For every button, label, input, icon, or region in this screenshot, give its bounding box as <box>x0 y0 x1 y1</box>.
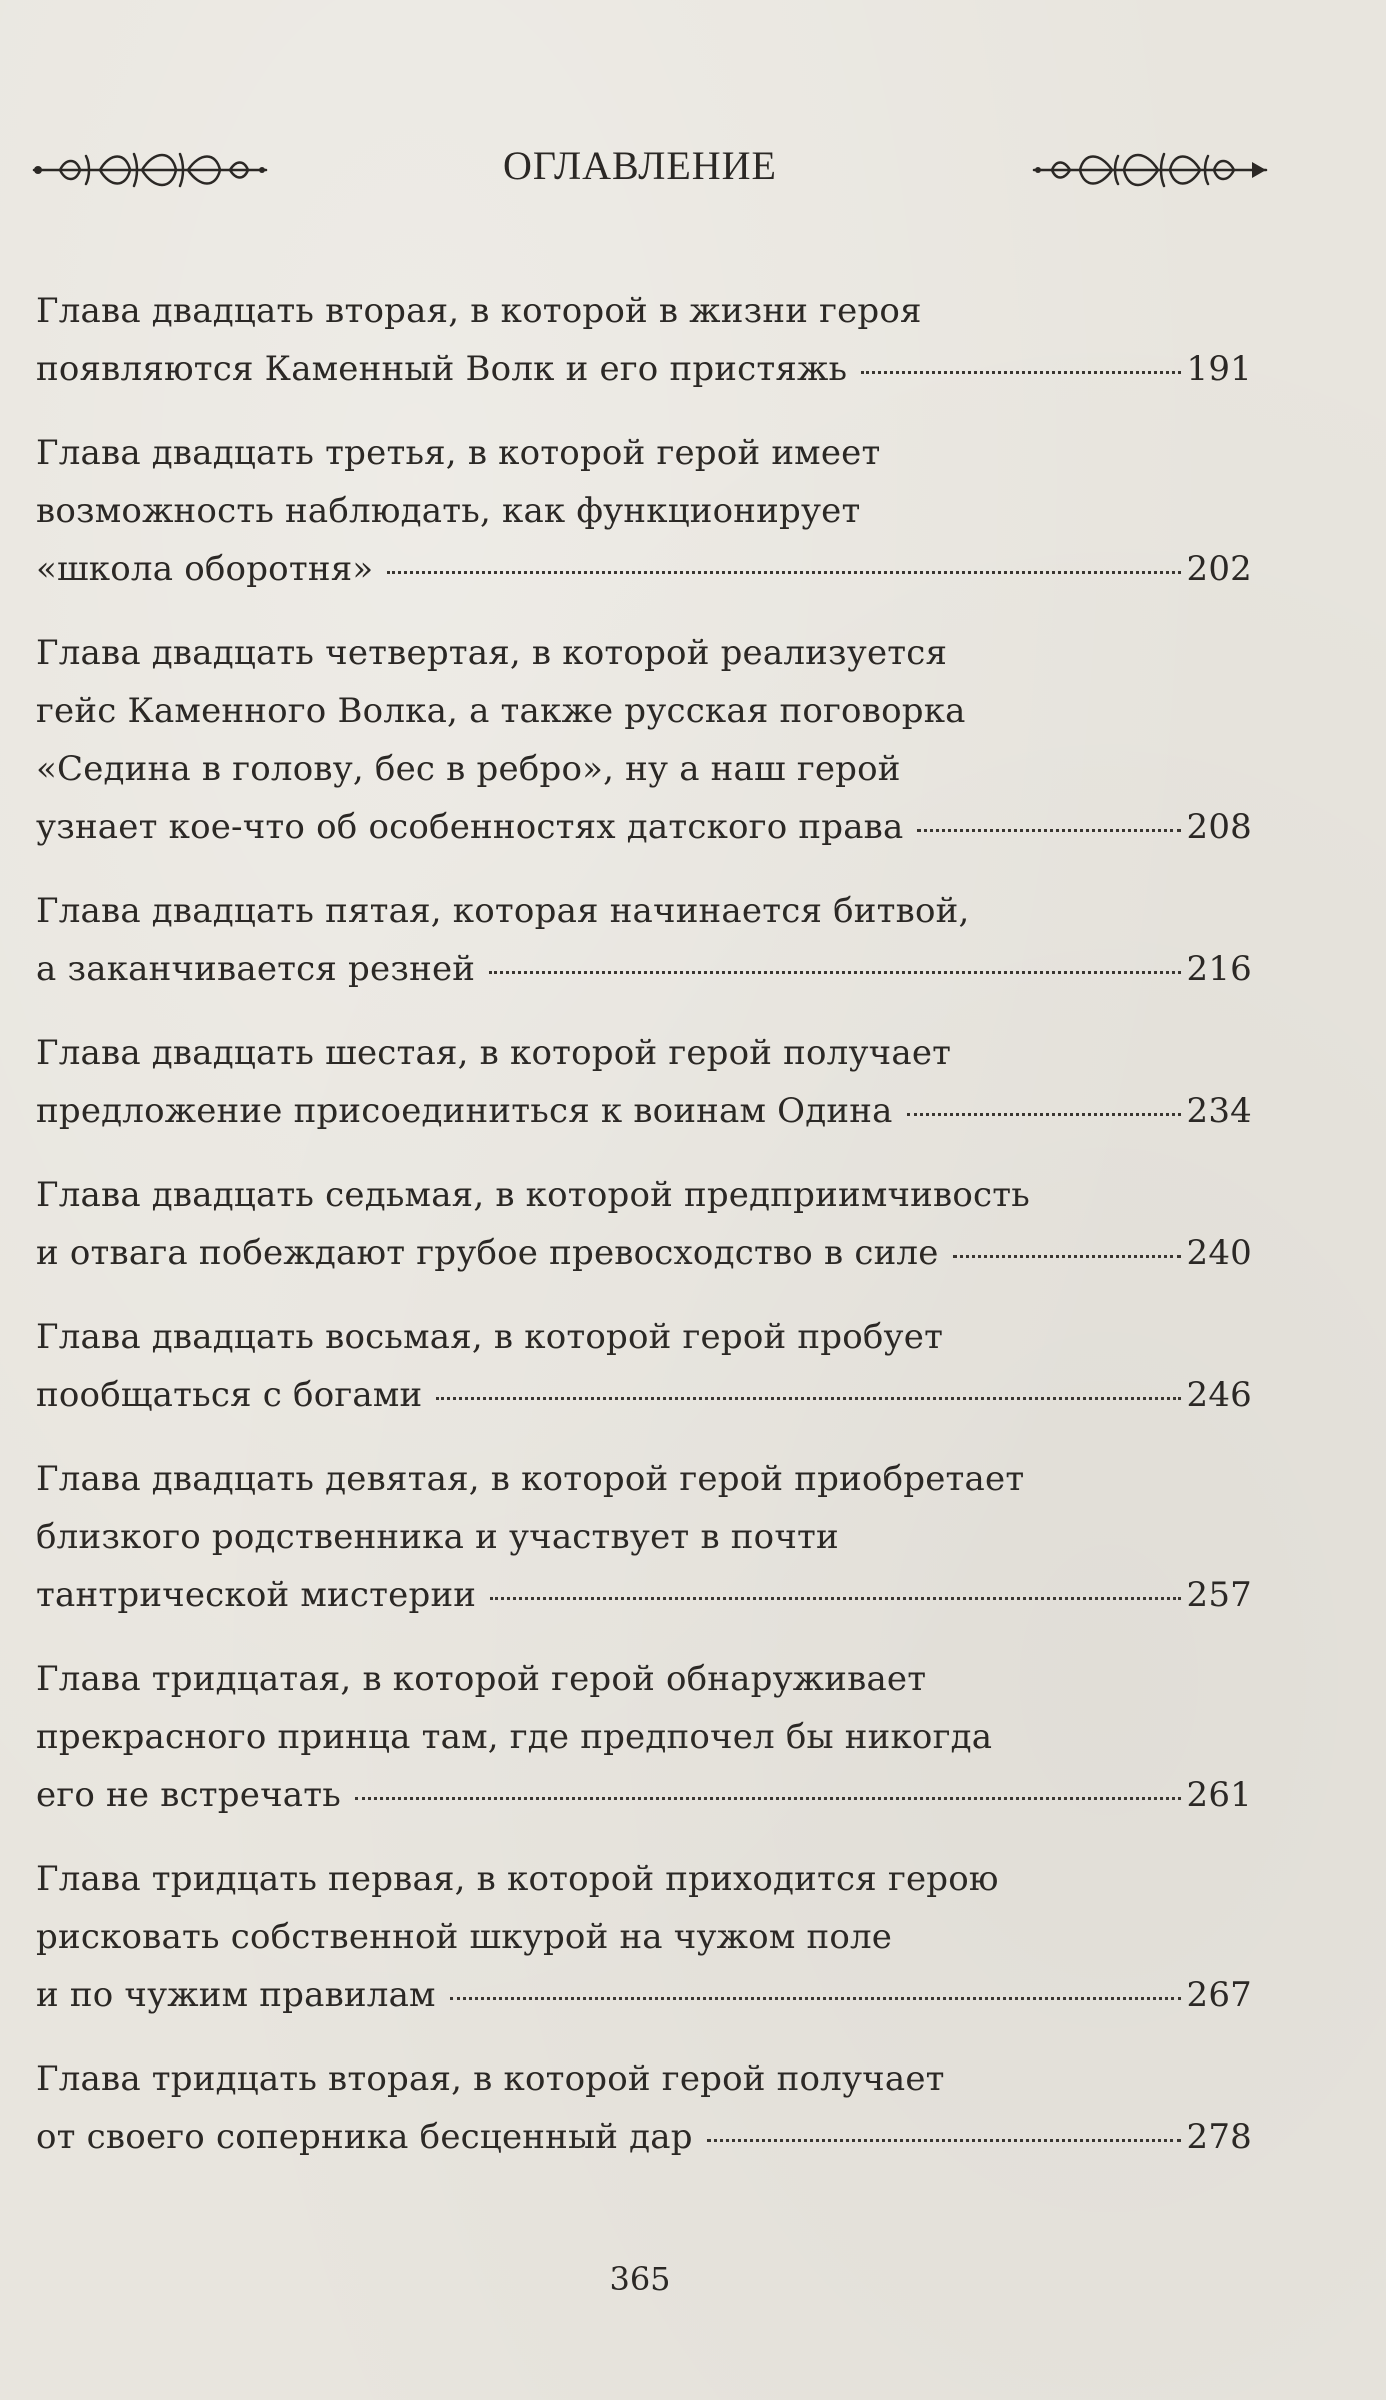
toc-entry-line: Глава двадцать вторая, в которой в жизни героя <box>36 291 922 331</box>
toc-entry-line: гейс Каменного Волка, а также русская поговорка <box>36 691 966 731</box>
toc-entry-line: Глава двадцать шестая, в которой герой получает <box>36 1033 952 1073</box>
toc-entry-line: «школа оборотня» <box>36 549 374 589</box>
dot-leader <box>489 971 1180 974</box>
toc-entry-line: Глава двадцать третья, в которой герой имеет <box>36 433 881 473</box>
dot-leader <box>450 1997 1181 2000</box>
dot-leader <box>355 1797 1181 1800</box>
toc-entry-last-line <box>36 1566 1252 1624</box>
toc-entry-line: а заканчивается резней <box>36 949 476 989</box>
dot-leader <box>917 829 1180 832</box>
toc-entry <box>36 1850 1252 2024</box>
toc-entry-line: рисковать собственной шкурой на чужом поле <box>36 1917 893 1957</box>
toc-page-number: 240 <box>1186 1233 1252 1273</box>
toc-entry <box>36 282 1252 398</box>
toc-entry-line: Глава тридцать вторая, в которой герой получает <box>36 2059 945 2099</box>
toc-entry-last-line <box>36 1766 1252 1824</box>
toc-page-number: 208 <box>1186 807 1252 847</box>
toc-entry <box>36 1024 1252 1140</box>
toc-entry-last-line <box>36 2108 1252 2166</box>
toc-entry <box>36 1450 1252 1624</box>
dot-leader <box>387 571 1180 574</box>
toc-page-number: 278 <box>1186 2117 1252 2157</box>
toc-entry-last-line <box>36 340 1252 398</box>
toc-page-number: 191 <box>1186 349 1252 389</box>
vine-ornament-icon <box>1030 142 1270 198</box>
toc-page-number: 216 <box>1186 949 1252 989</box>
toc-entry-last-line <box>36 1366 1252 1424</box>
toc-entry-line: и отвага побеждают грубое превосходство в силе <box>36 1233 939 1273</box>
dot-leader <box>490 1597 1180 1600</box>
toc-entry-last-line <box>36 1224 1252 1282</box>
toc-entry-line: Глава двадцать седьмая, в которой предприимчивость <box>36 1175 1030 1215</box>
toc-entry-line: тантрической мистерии <box>36 1575 477 1615</box>
toc-entry-line: от своего соперника бесценный дар <box>36 2117 693 2157</box>
toc-entry-line: Глава двадцать восьмая, в которой герой пробует <box>36 1317 944 1357</box>
toc-entry-line: узнает кое-что об особенностях датского права <box>36 807 904 847</box>
toc-entry <box>36 1650 1252 1824</box>
toc-entry-line: появляются Каменный Волк и его пристяжь <box>36 349 848 389</box>
toc-entry-line: его не встречать <box>36 1775 341 1815</box>
toc-page-number: 234 <box>1186 1091 1252 1131</box>
table-of-contents <box>36 282 1252 2192</box>
toc-entry <box>36 424 1252 598</box>
toc-entry-line: предложение присоединиться к воинам Одина <box>36 1091 893 1131</box>
toc-page-number: 202 <box>1186 549 1252 589</box>
toc-entry-line: близкого родственника и участвует в почти <box>36 1517 839 1557</box>
page-header <box>30 130 1250 210</box>
toc-entry-line: Глава двадцать четвертая, в которой реализуется <box>36 633 948 673</box>
dot-leader <box>861 371 1180 374</box>
toc-entry <box>36 1166 1252 1282</box>
toc-entry-line: прекрасного принца там, где предпочел бы никогда <box>36 1717 993 1757</box>
toc-entry-last-line <box>36 1082 1252 1140</box>
toc-entry <box>36 624 1252 856</box>
toc-entry-line: пообщаться с богами <box>36 1375 423 1415</box>
toc-entry-line: Глава тридцать первая, в которой приходится герою <box>36 1859 999 1899</box>
toc-page-number: 246 <box>1186 1375 1252 1415</box>
toc-entry-last-line <box>36 1966 1252 2024</box>
toc-entry-line: Глава тридцатая, в которой герой обнаруживает <box>36 1659 927 1699</box>
toc-entry-last-line <box>36 940 1252 998</box>
toc-entry-line: возможность наблюдать, как функционирует <box>36 491 861 531</box>
toc-entry <box>36 1308 1252 1424</box>
toc-entry-line: Глава двадцать девятая, в которой герой приобретает <box>36 1459 1025 1499</box>
toc-entry <box>36 2050 1252 2166</box>
dot-leader <box>436 1397 1180 1400</box>
page-number: 365 <box>609 2260 671 2298</box>
toc-entry-last-line <box>36 798 1252 856</box>
dot-leader <box>907 1113 1181 1116</box>
toc-entry-line: Глава двадцать пятая, которая начинается битвой, <box>36 891 970 931</box>
toc-page-number: 261 <box>1186 1775 1252 1815</box>
toc-page-number: 257 <box>1186 1575 1252 1615</box>
toc-entry-line: «Седина в голову, бес в ребро», ну а наш герой <box>36 749 901 789</box>
toc-entry <box>36 882 1252 998</box>
toc-page-number: 267 <box>1186 1975 1252 2015</box>
toc-entry-line: и по чужим правилам <box>36 1975 436 2015</box>
toc-entry-last-line <box>36 540 1252 598</box>
dot-leader <box>953 1255 1181 1258</box>
page-title: ОГЛАВЛЕНИЕ <box>503 143 777 188</box>
dot-leader <box>707 2139 1181 2142</box>
